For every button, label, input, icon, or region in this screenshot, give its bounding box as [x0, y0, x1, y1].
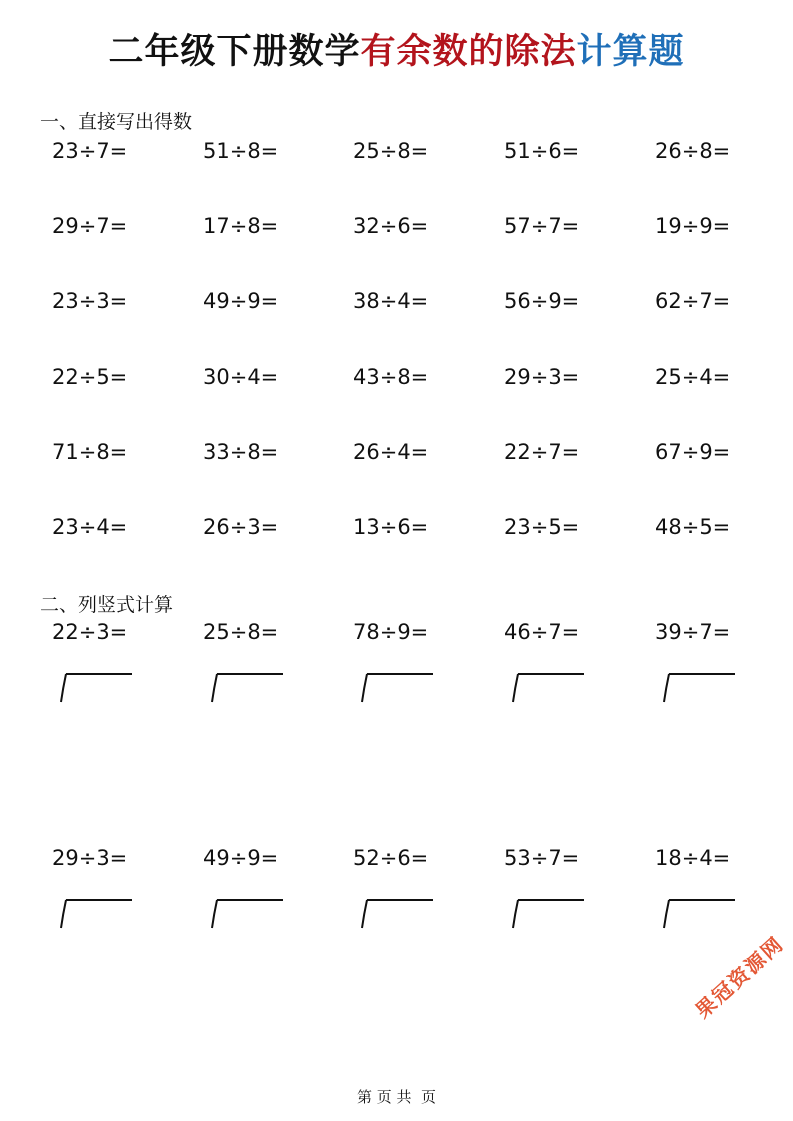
problem-item: 23÷5= — [504, 515, 580, 539]
problem-item: 43÷8= — [353, 365, 429, 389]
division-bracket — [510, 898, 588, 930]
problem-item: 22÷7= — [504, 440, 580, 464]
problem-item: 25÷8= — [203, 620, 279, 644]
division-bracket — [209, 898, 287, 930]
problem-item: 62÷7= — [655, 289, 731, 313]
problem-item: 29÷3= — [504, 365, 580, 389]
problem-item: 13÷6= — [353, 515, 429, 539]
page-title — [0, 24, 793, 74]
division-bracket — [661, 898, 739, 930]
problem-item: 26÷8= — [655, 139, 731, 163]
division-bracket — [661, 672, 739, 704]
problem-item: 57÷7= — [504, 214, 580, 238]
problem-item: 78÷9= — [353, 620, 429, 644]
problem-item: 18÷4= — [655, 846, 731, 870]
title-part-blue: 计算题 — [576, 32, 685, 72]
problem-item: 56÷9= — [504, 289, 580, 313]
problem-item: 53÷7= — [504, 846, 580, 870]
division-bracket — [359, 898, 437, 930]
problem-item: 29÷3= — [52, 846, 128, 870]
page-footer: 第 页 共 页 — [356, 1088, 437, 1106]
problem-item: 17÷8= — [203, 214, 279, 238]
section-1-heading: 一、直接写出得数 — [40, 111, 193, 133]
problem-item: 49÷9= — [203, 289, 279, 313]
title-part-black: 二年级下册数学 — [108, 32, 361, 72]
problem-item: 33÷8= — [203, 440, 279, 464]
problem-item: 38÷4= — [353, 289, 429, 313]
problem-item: 46÷7= — [504, 620, 580, 644]
division-bracket — [359, 672, 437, 704]
problem-item: 19÷9= — [655, 214, 731, 238]
problem-item: 29÷7= — [52, 214, 128, 238]
problem-item: 23÷7= — [52, 139, 128, 163]
problem-item: 51÷8= — [203, 139, 279, 163]
problem-item: 25÷8= — [353, 139, 429, 163]
division-bracket — [209, 672, 287, 704]
problem-item: 39÷7= — [655, 620, 731, 644]
problem-item: 26÷3= — [203, 515, 279, 539]
watermark: 果冠资源网 — [690, 931, 789, 1023]
problem-item: 25÷4= — [655, 365, 731, 389]
problem-item: 23÷3= — [52, 289, 128, 313]
problem-item: 30÷4= — [203, 365, 279, 389]
problem-item: 22÷5= — [52, 365, 128, 389]
problem-item: 22÷3= — [52, 620, 128, 644]
division-bracket — [510, 672, 588, 704]
division-bracket — [58, 672, 136, 704]
division-bracket — [58, 898, 136, 930]
problem-item: 71÷8= — [52, 440, 128, 464]
title-part-red: 有余数的除法 — [360, 32, 577, 72]
section-2-heading: 二、列竖式计算 — [40, 594, 174, 616]
problem-item: 32÷6= — [353, 214, 429, 238]
problem-item: 67÷9= — [655, 440, 731, 464]
problem-item: 26÷4= — [353, 440, 429, 464]
problem-item: 52÷6= — [353, 846, 429, 870]
problem-item: 49÷9= — [203, 846, 279, 870]
problem-item: 48÷5= — [655, 515, 731, 539]
problem-item: 23÷4= — [52, 515, 128, 539]
problem-item: 51÷6= — [504, 139, 580, 163]
